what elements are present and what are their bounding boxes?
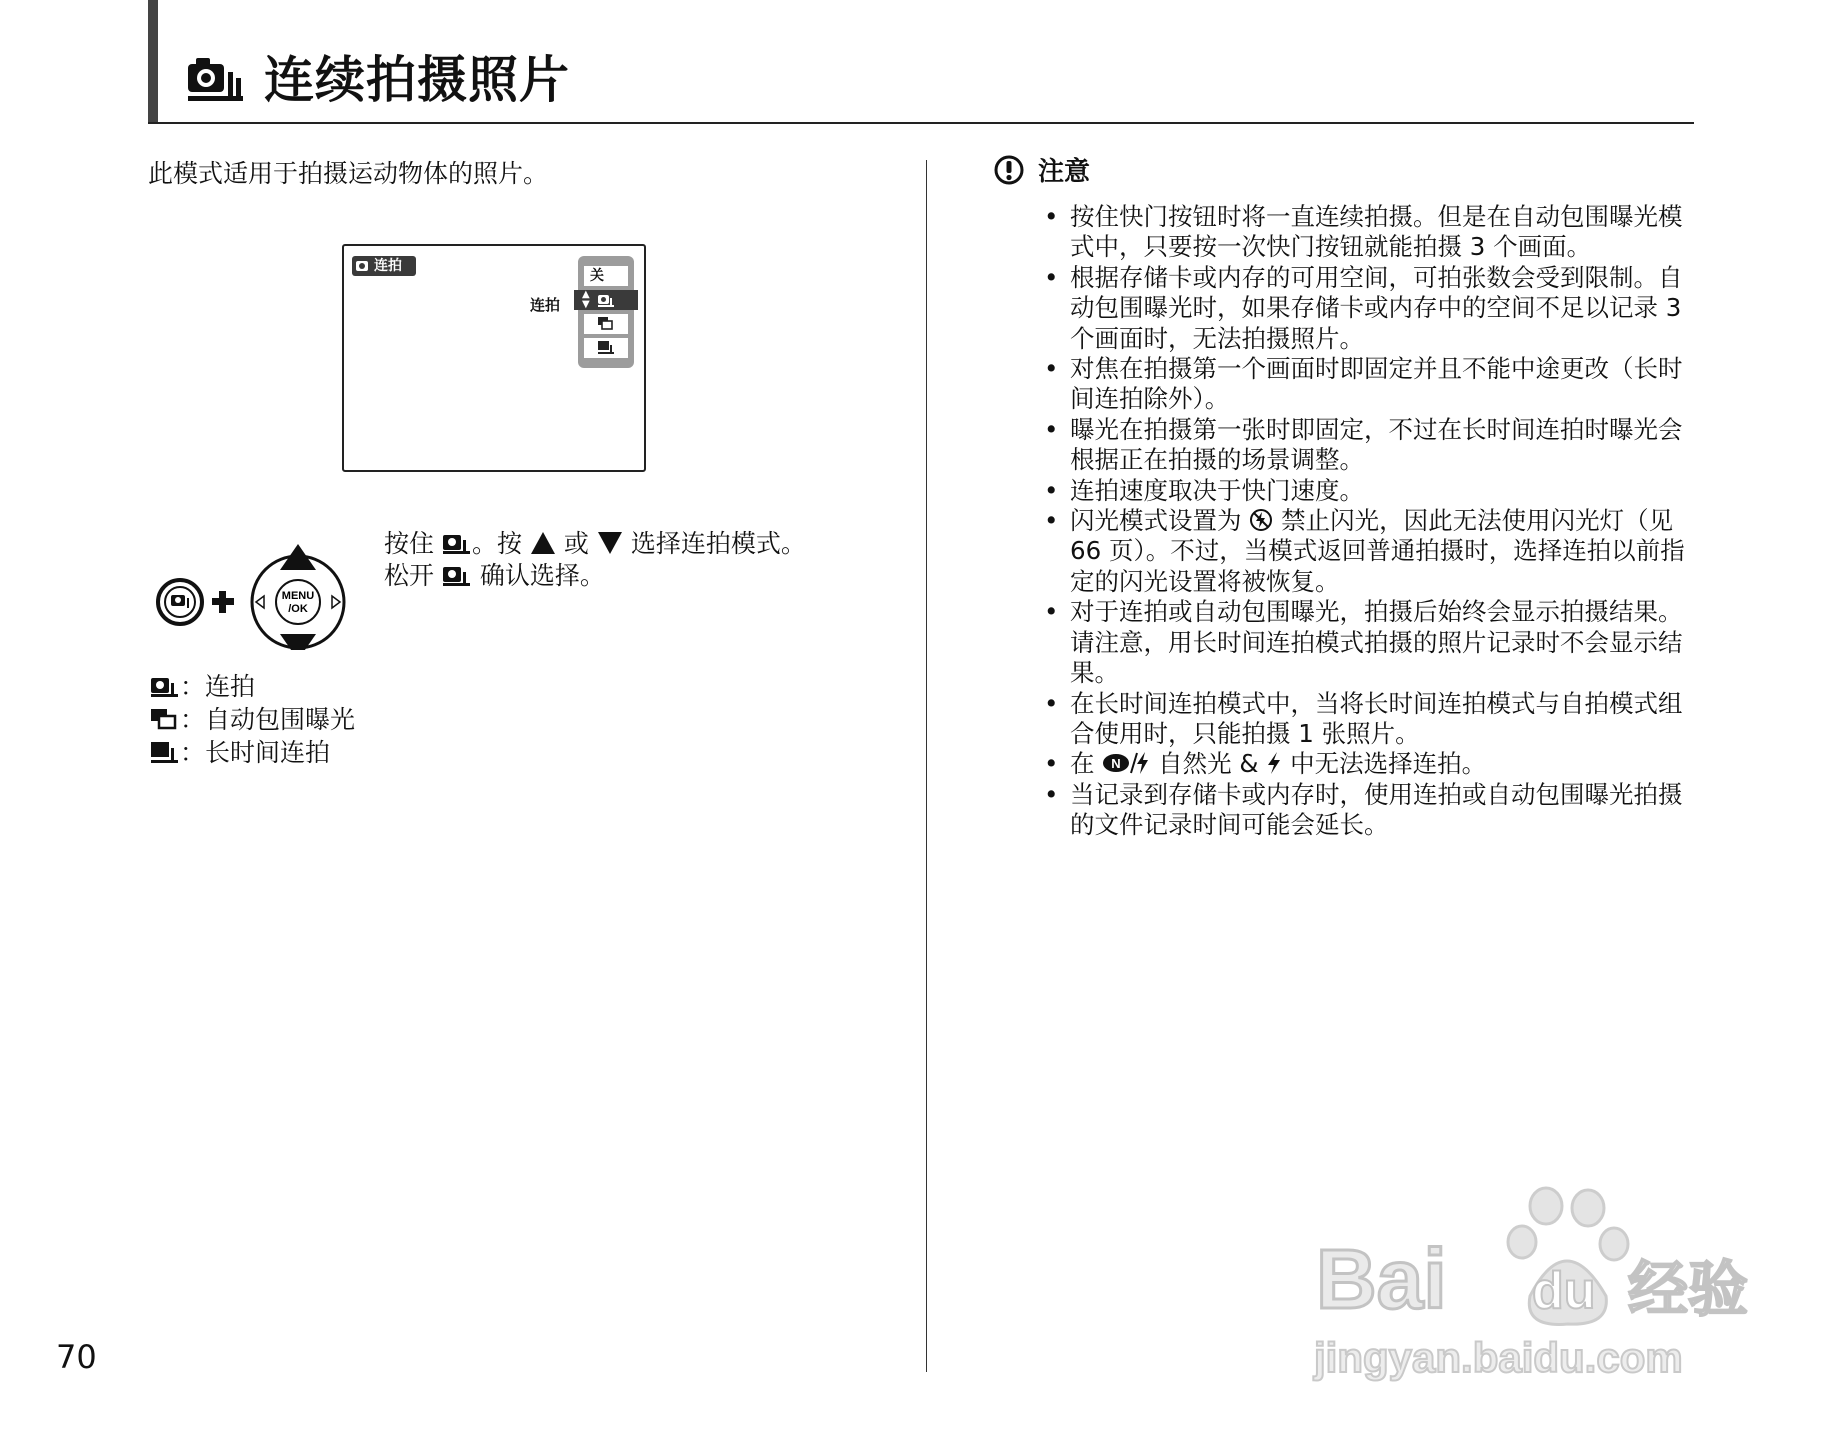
note-item: • 当记录到存储卡或内存时，使用连拍或自动包围曝光拍摄的文件记录时间可能会延长。 — [1044, 780, 1704, 841]
legend-item — [150, 703, 355, 736]
lcd-option-auto-bracketing — [584, 314, 628, 334]
lcd-option-long-period — [584, 338, 628, 358]
step1-text-d: 选择连拍模式。 — [630, 529, 806, 558]
intro-text: 此模式适用于拍摄运动物体的照片。 — [148, 159, 549, 188]
legend-text: ：连拍 — [180, 672, 256, 701]
note-item-flash — [1044, 506, 1704, 597]
continuous-icon — [150, 674, 180, 698]
watermark-url: jingyan.baidu.com — [1314, 1334, 1683, 1381]
notes-heading-text: 注意 — [1038, 157, 1091, 187]
legend-item — [150, 670, 355, 703]
lcd-row-label: 连拍 — [530, 296, 561, 314]
page-number: 70 — [56, 1338, 97, 1376]
camera-lcd-screen — [342, 244, 646, 472]
step1-text-b: 。按 — [471, 529, 522, 558]
continuous-button-icon — [158, 580, 202, 624]
note-item: • 连拍速度取决于快门速度。 — [1044, 476, 1704, 506]
lcd-option-continuous — [574, 290, 638, 310]
continuous-icon — [442, 563, 472, 587]
continuous-icon — [356, 259, 370, 273]
button-controls-diagram — [156, 540, 356, 650]
lcd-option-off-label: 关 — [590, 268, 604, 284]
note-item-natural-light — [1044, 749, 1704, 779]
step2-text-a: 松开 — [384, 561, 435, 590]
natural-light-flash-icon — [1102, 751, 1150, 775]
note-flash-text-a: 闪光模式设置为 — [1070, 506, 1242, 536]
note-item: • 按住快门按钮时将一直连续拍摄。但是在自动包围曝光模式中，只要按一次快门按钮就能拍摄 3 个画面。 — [1044, 202, 1704, 263]
menu-ok-label-bottom: /OK — [288, 603, 308, 615]
operation-steps — [384, 528, 806, 592]
watermark-logo-text-du: du — [1532, 1262, 1596, 1320]
menu-ok-label-top: MENU — [281, 590, 315, 602]
lcd-option-off — [584, 266, 628, 286]
up-arrow-icon — [530, 531, 556, 555]
flash-icon — [1266, 751, 1282, 775]
down-arrow-icon — [597, 531, 623, 555]
lcd-tag-label: 连拍 — [374, 258, 402, 274]
watermark-logo-text: Bai — [1316, 1232, 1447, 1326]
continuous-icon — [598, 293, 614, 307]
title-accent-bar — [148, 0, 158, 124]
step-line-2 — [384, 560, 806, 592]
step-line-1 — [384, 528, 806, 560]
continuous-shooting-icon — [186, 54, 246, 104]
note-natural-text-b: 自然光 & — [1158, 749, 1259, 779]
note-item: • 根据存储卡或内存的可用空间，可拍张数会受到限制。自动包围曝光时，如果存储卡或内存中的空间不足以记录 3 个画面时，无法拍摄照片。 — [1044, 263, 1704, 354]
legend-item — [150, 736, 355, 769]
long-period-continuous-icon — [598, 341, 614, 355]
long-period-continuous-icon — [150, 740, 180, 764]
legend-text: ：自动包围曝光 — [180, 705, 356, 734]
auto-bracketing-icon — [598, 317, 614, 331]
plus-icon — [212, 591, 234, 613]
note-natural-text-a: 在 — [1070, 749, 1095, 779]
mode-legend — [150, 670, 355, 769]
lcd-option-menu — [578, 256, 634, 368]
note-item: • 对于连拍或自动包围曝光，拍摄后始终会显示拍摄结果。请注意，用长时间连拍模式拍摄的照片记录时不会显示结果。 — [1044, 597, 1704, 688]
up-down-arrows-icon: ▲ ▼ — [582, 289, 590, 310]
continuous-icon — [442, 531, 472, 555]
baidu-jingyan-watermark — [1310, 1186, 1750, 1386]
lcd-mode-tag — [352, 256, 416, 276]
note-item: • 曝光在拍摄第一张时即固定，不过在长时间连拍时曝光会根据正在拍摄的场景调整。 — [1044, 415, 1704, 476]
legend-text: ：长时间连拍 — [180, 738, 331, 767]
watermark-brand-cn: 经验 — [1628, 1255, 1748, 1325]
step1-text-c: 或 — [563, 529, 589, 558]
step1-text-a: 按住 — [384, 529, 435, 558]
auto-bracketing-icon — [150, 707, 180, 731]
flash-off-icon — [1249, 508, 1273, 532]
note-flash-text-b: 禁止闪光，因此无法使用闪光灯（见 66 页）。不过，当模式返回普通拍摄时，选择连拍以前指定的闪光设置将被恢复。 — [1070, 506, 1685, 596]
page-title: 连续拍摄照片 — [264, 51, 570, 109]
note-item: • 对焦在拍摄第一个画面时即固定并且不能中途更改（长时间连拍除外）。 — [1044, 354, 1704, 415]
title-rule — [148, 122, 1694, 124]
column-divider — [926, 160, 927, 1372]
caution-icon — [994, 155, 1024, 185]
step2-text-b: 确认选择。 — [479, 561, 605, 590]
notes-heading — [994, 155, 1090, 189]
note-item: • 在长时间连拍模式中，当将长时间连拍模式与自拍模式组合使用时，只能拍摄 1 张照片。 — [1044, 689, 1704, 750]
svg-text:N: N — [1111, 756, 1121, 772]
note-natural-text-c: 中无法选择连拍。 — [1290, 749, 1487, 779]
notes-list — [1044, 202, 1704, 841]
